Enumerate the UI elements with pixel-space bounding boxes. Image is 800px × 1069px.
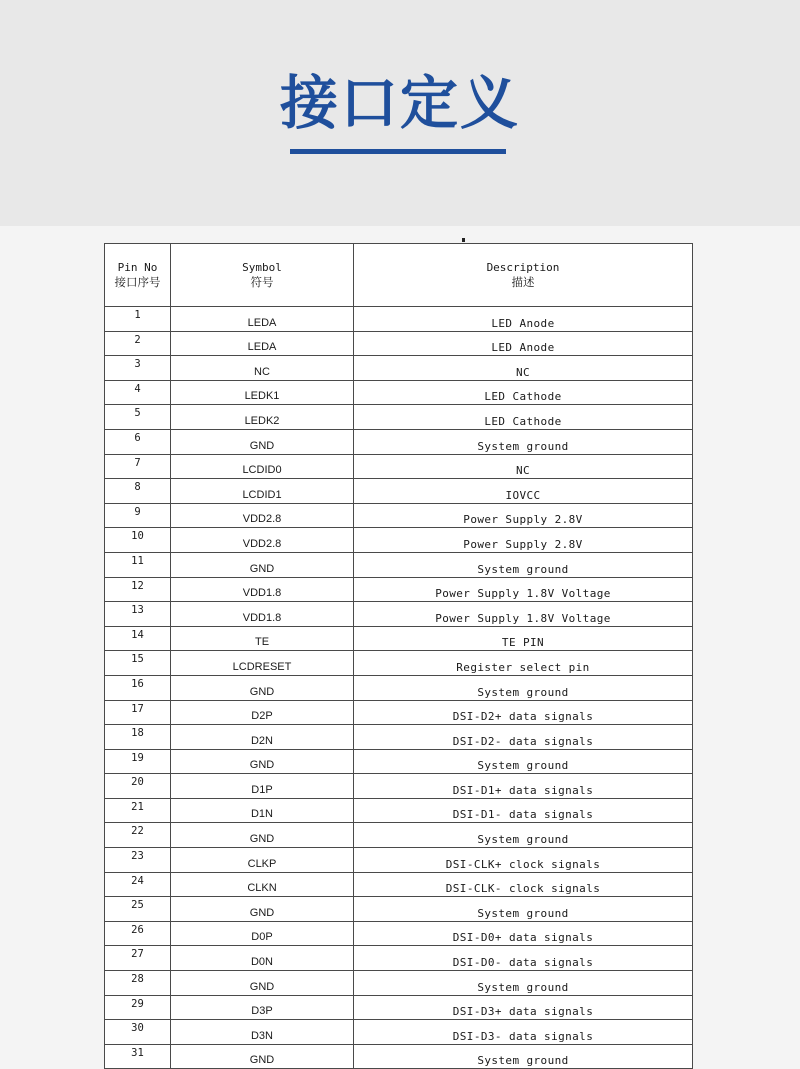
symbol-cell: VDD1.8 — [171, 577, 354, 602]
description-cell: TE PIN — [354, 626, 693, 651]
symbol-cell: TE — [171, 626, 354, 651]
symbol-cell: D2N — [171, 725, 354, 750]
pin-cell: 22 — [105, 823, 171, 848]
column-header-symbol-cn: 符号 — [250, 275, 274, 289]
symbol-cell: LEDA — [171, 307, 354, 332]
table-row — [105, 626, 693, 651]
description-cell: System ground — [354, 971, 693, 996]
description-cell: Power Supply 2.8V — [354, 503, 693, 528]
pin-cell: 3 — [105, 356, 171, 381]
description-cell: IOVCC — [354, 479, 693, 504]
description-cell: System ground — [354, 675, 693, 700]
description-cell: System ground — [354, 749, 693, 774]
table-row — [105, 602, 693, 627]
pin-cell: 14 — [105, 626, 171, 651]
column-header-symbol — [171, 244, 354, 307]
symbol-cell: GND — [171, 823, 354, 848]
pin-cell: 4 — [105, 380, 171, 405]
symbol-cell: LCDID0 — [171, 454, 354, 479]
symbol-cell: D3N — [171, 1020, 354, 1045]
table-row — [105, 749, 693, 774]
table-row — [105, 552, 693, 577]
symbol-cell: VDD1.8 — [171, 602, 354, 627]
table-row — [105, 503, 693, 528]
description-cell: System ground — [354, 823, 693, 848]
description-cell: LED Anode — [354, 307, 693, 332]
column-header-description — [354, 244, 693, 307]
description-cell: Power Supply 1.8V Voltage — [354, 577, 693, 602]
pin-cell: 28 — [105, 971, 171, 996]
table-row — [105, 577, 693, 602]
symbol-cell: GND — [171, 429, 354, 454]
description-cell: Power Supply 2.8V — [354, 528, 693, 553]
symbol-cell: D0N — [171, 946, 354, 971]
pin-cell: 17 — [105, 700, 171, 725]
pin-cell: 6 — [105, 429, 171, 454]
table-row — [105, 1020, 693, 1045]
symbol-cell: LCDID1 — [171, 479, 354, 504]
table-row — [105, 380, 693, 405]
table-row — [105, 921, 693, 946]
symbol-cell: GND — [171, 675, 354, 700]
description-cell: Register select pin — [354, 651, 693, 676]
pin-cell: 27 — [105, 946, 171, 971]
pin-cell: 19 — [105, 749, 171, 774]
pin-cell: 9 — [105, 503, 171, 528]
pin-cell: 21 — [105, 798, 171, 823]
symbol-cell: LEDK1 — [171, 380, 354, 405]
description-cell: DSI-D1+ data signals — [354, 774, 693, 799]
column-header-pin-cn: 接口序号 — [114, 275, 161, 289]
symbol-cell: GND — [171, 897, 354, 922]
table-row — [105, 405, 693, 430]
symbol-cell: VDD2.8 — [171, 528, 354, 553]
pin-cell: 13 — [105, 602, 171, 627]
symbol-cell: CLKP — [171, 848, 354, 873]
symbol-cell: GND — [171, 749, 354, 774]
pin-cell: 2 — [105, 331, 171, 356]
description-cell: LED Cathode — [354, 380, 693, 405]
column-header-symbol-en: Symbol — [242, 261, 282, 274]
table-anchor-mark — [462, 238, 465, 242]
description-cell: DSI-D3+ data signals — [354, 995, 693, 1020]
pin-cell: 12 — [105, 577, 171, 602]
description-cell: System ground — [354, 1044, 693, 1069]
description-cell: NC — [354, 454, 693, 479]
table-row — [105, 725, 693, 750]
description-cell: LED Anode — [354, 331, 693, 356]
pin-cell: 18 — [105, 725, 171, 750]
title-underline — [290, 149, 506, 154]
table-row — [105, 479, 693, 504]
description-cell: System ground — [354, 429, 693, 454]
symbol-cell: LEDK2 — [171, 405, 354, 430]
pin-definition-table — [104, 243, 692, 1069]
table-row — [105, 897, 693, 922]
header-banner — [0, 0, 800, 226]
table-row — [105, 528, 693, 553]
table-row — [105, 823, 693, 848]
pin-cell: 8 — [105, 479, 171, 504]
symbol-cell: D1N — [171, 798, 354, 823]
pin-cell: 5 — [105, 405, 171, 430]
pin-cell: 11 — [105, 552, 171, 577]
pin-cell: 26 — [105, 921, 171, 946]
description-cell: System ground — [354, 552, 693, 577]
pin-cell: 15 — [105, 651, 171, 676]
symbol-cell: LEDA — [171, 331, 354, 356]
table-row — [105, 429, 693, 454]
table-header-row — [105, 244, 693, 307]
description-cell: DSI-D0- data signals — [354, 946, 693, 971]
table-row — [105, 675, 693, 700]
column-header-pin-en: Pin No — [117, 261, 158, 274]
description-cell: System ground — [354, 897, 693, 922]
symbol-cell: VDD2.8 — [171, 503, 354, 528]
pin-cell: 20 — [105, 774, 171, 799]
table-row — [105, 946, 693, 971]
symbol-cell: D1P — [171, 774, 354, 799]
description-cell: DSI-D1- data signals — [354, 798, 693, 823]
pin-cell: 29 — [105, 995, 171, 1020]
column-header-pin — [105, 244, 171, 307]
description-cell: DSI-D2+ data signals — [354, 700, 693, 725]
pin-cell: 25 — [105, 897, 171, 922]
pin-cell: 23 — [105, 848, 171, 873]
symbol-cell: CLKN — [171, 872, 354, 897]
pin-cell: 10 — [105, 528, 171, 553]
table-row — [105, 872, 693, 897]
description-cell: Power Supply 1.8V Voltage — [354, 602, 693, 627]
pin-cell: 30 — [105, 1020, 171, 1045]
description-cell: NC — [354, 356, 693, 381]
description-cell: LED Cathode — [354, 405, 693, 430]
symbol-cell: LCDRESET — [171, 651, 354, 676]
table-row — [105, 848, 693, 873]
description-cell: DSI-CLK+ clock signals — [354, 848, 693, 873]
table-row — [105, 971, 693, 996]
table-row — [105, 651, 693, 676]
symbol-cell: NC — [171, 356, 354, 381]
pin-cell: 24 — [105, 872, 171, 897]
table-row — [105, 1044, 693, 1069]
symbol-cell: D2P — [171, 700, 354, 725]
pin-cell: 31 — [105, 1044, 171, 1069]
description-cell: DSI-D0+ data signals — [354, 921, 693, 946]
column-header-description-en: Description — [486, 261, 560, 274]
pin-cell: 16 — [105, 675, 171, 700]
table-row — [105, 356, 693, 381]
description-cell: DSI-D2- data signals — [354, 725, 693, 750]
column-header-description-cn: 描述 — [511, 275, 535, 289]
description-cell: DSI-D3- data signals — [354, 1020, 693, 1045]
table-row — [105, 700, 693, 725]
pin-cell: 1 — [105, 307, 171, 332]
table-row — [105, 307, 693, 332]
table-row — [105, 454, 693, 479]
symbol-cell: D3P — [171, 995, 354, 1020]
table-row — [105, 331, 693, 356]
pin-cell: 7 — [105, 454, 171, 479]
page-title: 接口定义 — [279, 69, 520, 137]
symbol-cell: GND — [171, 971, 354, 996]
description-cell: DSI-CLK- clock signals — [354, 872, 693, 897]
table-row — [105, 995, 693, 1020]
table-row — [105, 798, 693, 823]
symbol-cell: D0P — [171, 921, 354, 946]
symbol-cell: GND — [171, 1044, 354, 1069]
table-row — [105, 774, 693, 799]
symbol-cell: GND — [171, 552, 354, 577]
